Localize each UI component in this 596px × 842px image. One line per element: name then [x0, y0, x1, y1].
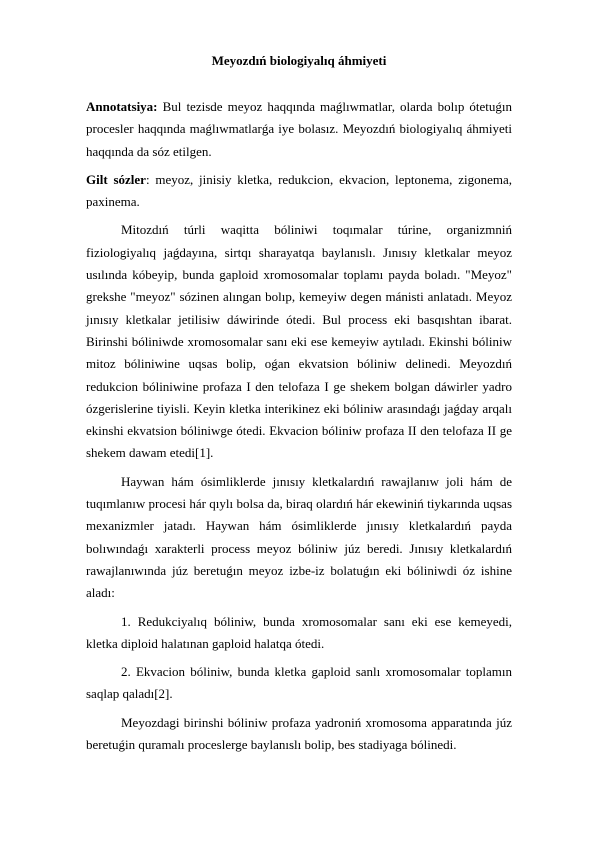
document-page: [86, 52, 512, 762]
list-item-paragraph: 1. Redukciyalıq bóliniw, bunda xromosomalar sanı eki ese kemeyedi, kletka diploid halatınan gaploid halatqa ótedi.: [86, 613, 512, 651]
document-title: Meyozdıń biologiyalıq áhmiyeti: [211, 53, 387, 68]
list-item-paragraph: 2. Ekvacion bóliniw, bunda kletka gaploid sanlı xromosomalar toplamın saqlap qaladı[2].: [86, 664, 512, 702]
keywords-label: Gilt sózler: [86, 171, 146, 187]
body-paragraph: Mitozdıń túrli waqitta bóliniwi toqımalar túrine, organizmniń fiziologiyalıq jaǵdayına, sirtqı sharayatqa baylanıslı. Jınısıy kletkalar meyoz usılında kóbeyip, bunda gaploid xromosomalar toplamı payda boladı. "Meyoz" grekshe "meyoz" sózinen alıngan bolıp, kemeyiw degen mánisti anlatadı. Meyoz jınısıy kletkalar jetilisiw dáwirinde ótedi. Bul process eki basqıshtan ibarat. Birinshi bóliniwde xromosomalar sanı eki ese kemeyiw aytıladı. Ekinshi bóliniw mitoz bóliniwine uqsas bolip, oǵan ekvatsion bóliniw delinedi. Meyozdıń redukcion bóliniwine profaza I den telofaza I ge shekem bolgan dáwirler yadro ózgerislerine tiyisli. Keyin kletka interikinez eki bóliniw arasındaǵı jaǵday arqalı ekinshi ekvatsion bóliniwge ótedi. Ekvacion bóliniw profaza II den telofaza II ge shekem dawam etedi[1].: [86, 222, 512, 461]
annotation-text: Bul tezisde meyoz haqqında maǵlıwmatlar, olarda bolıp ótetuǵın procesler haqqında maǵlıwmatlarǵa iye bolasız. Meyozdıń biologiyalıq áhmiyeti haqqında da sóz etilgen.: [86, 99, 512, 159]
annotation-paragraph: [86, 96, 512, 163]
body-paragraph: Meyozdagi birinshi bóliniw profaza yadroniń xromosoma apparatında júz beretuǵin quramalı proceslerge baylanıslı bolip, bes stadiyaga bólinedi.: [86, 714, 512, 753]
body-paragraph: Haywan hám ósimliklerde jınısıy kletkalardıń rawajlanıw joli hám de tuqımlanıw procesi hár qıylı bolsa da, biraq olardıń hár ekewiniń tiykarında uqsas mexanizmler jatadı. Haywan hám ósimliklerde jınısıy kletkalardıń payda bolıwındaǵı xarakterli process meyoz bóliniw júz beredi. Jınısıy kletkalardıń rawajlanıwında júz beretuǵın meyoz izbe-iz bolatuǵın eki bóliniwdi óz ishine aladı:: [86, 473, 512, 601]
keywords-paragraph: [86, 169, 512, 214]
annotation-label: Annotatsiya:: [86, 99, 158, 114]
keywords-text: : meyoz, jinisiy kletka, redukcion, ekvacion, leptonema, zigonema, paxinema.: [86, 171, 512, 210]
